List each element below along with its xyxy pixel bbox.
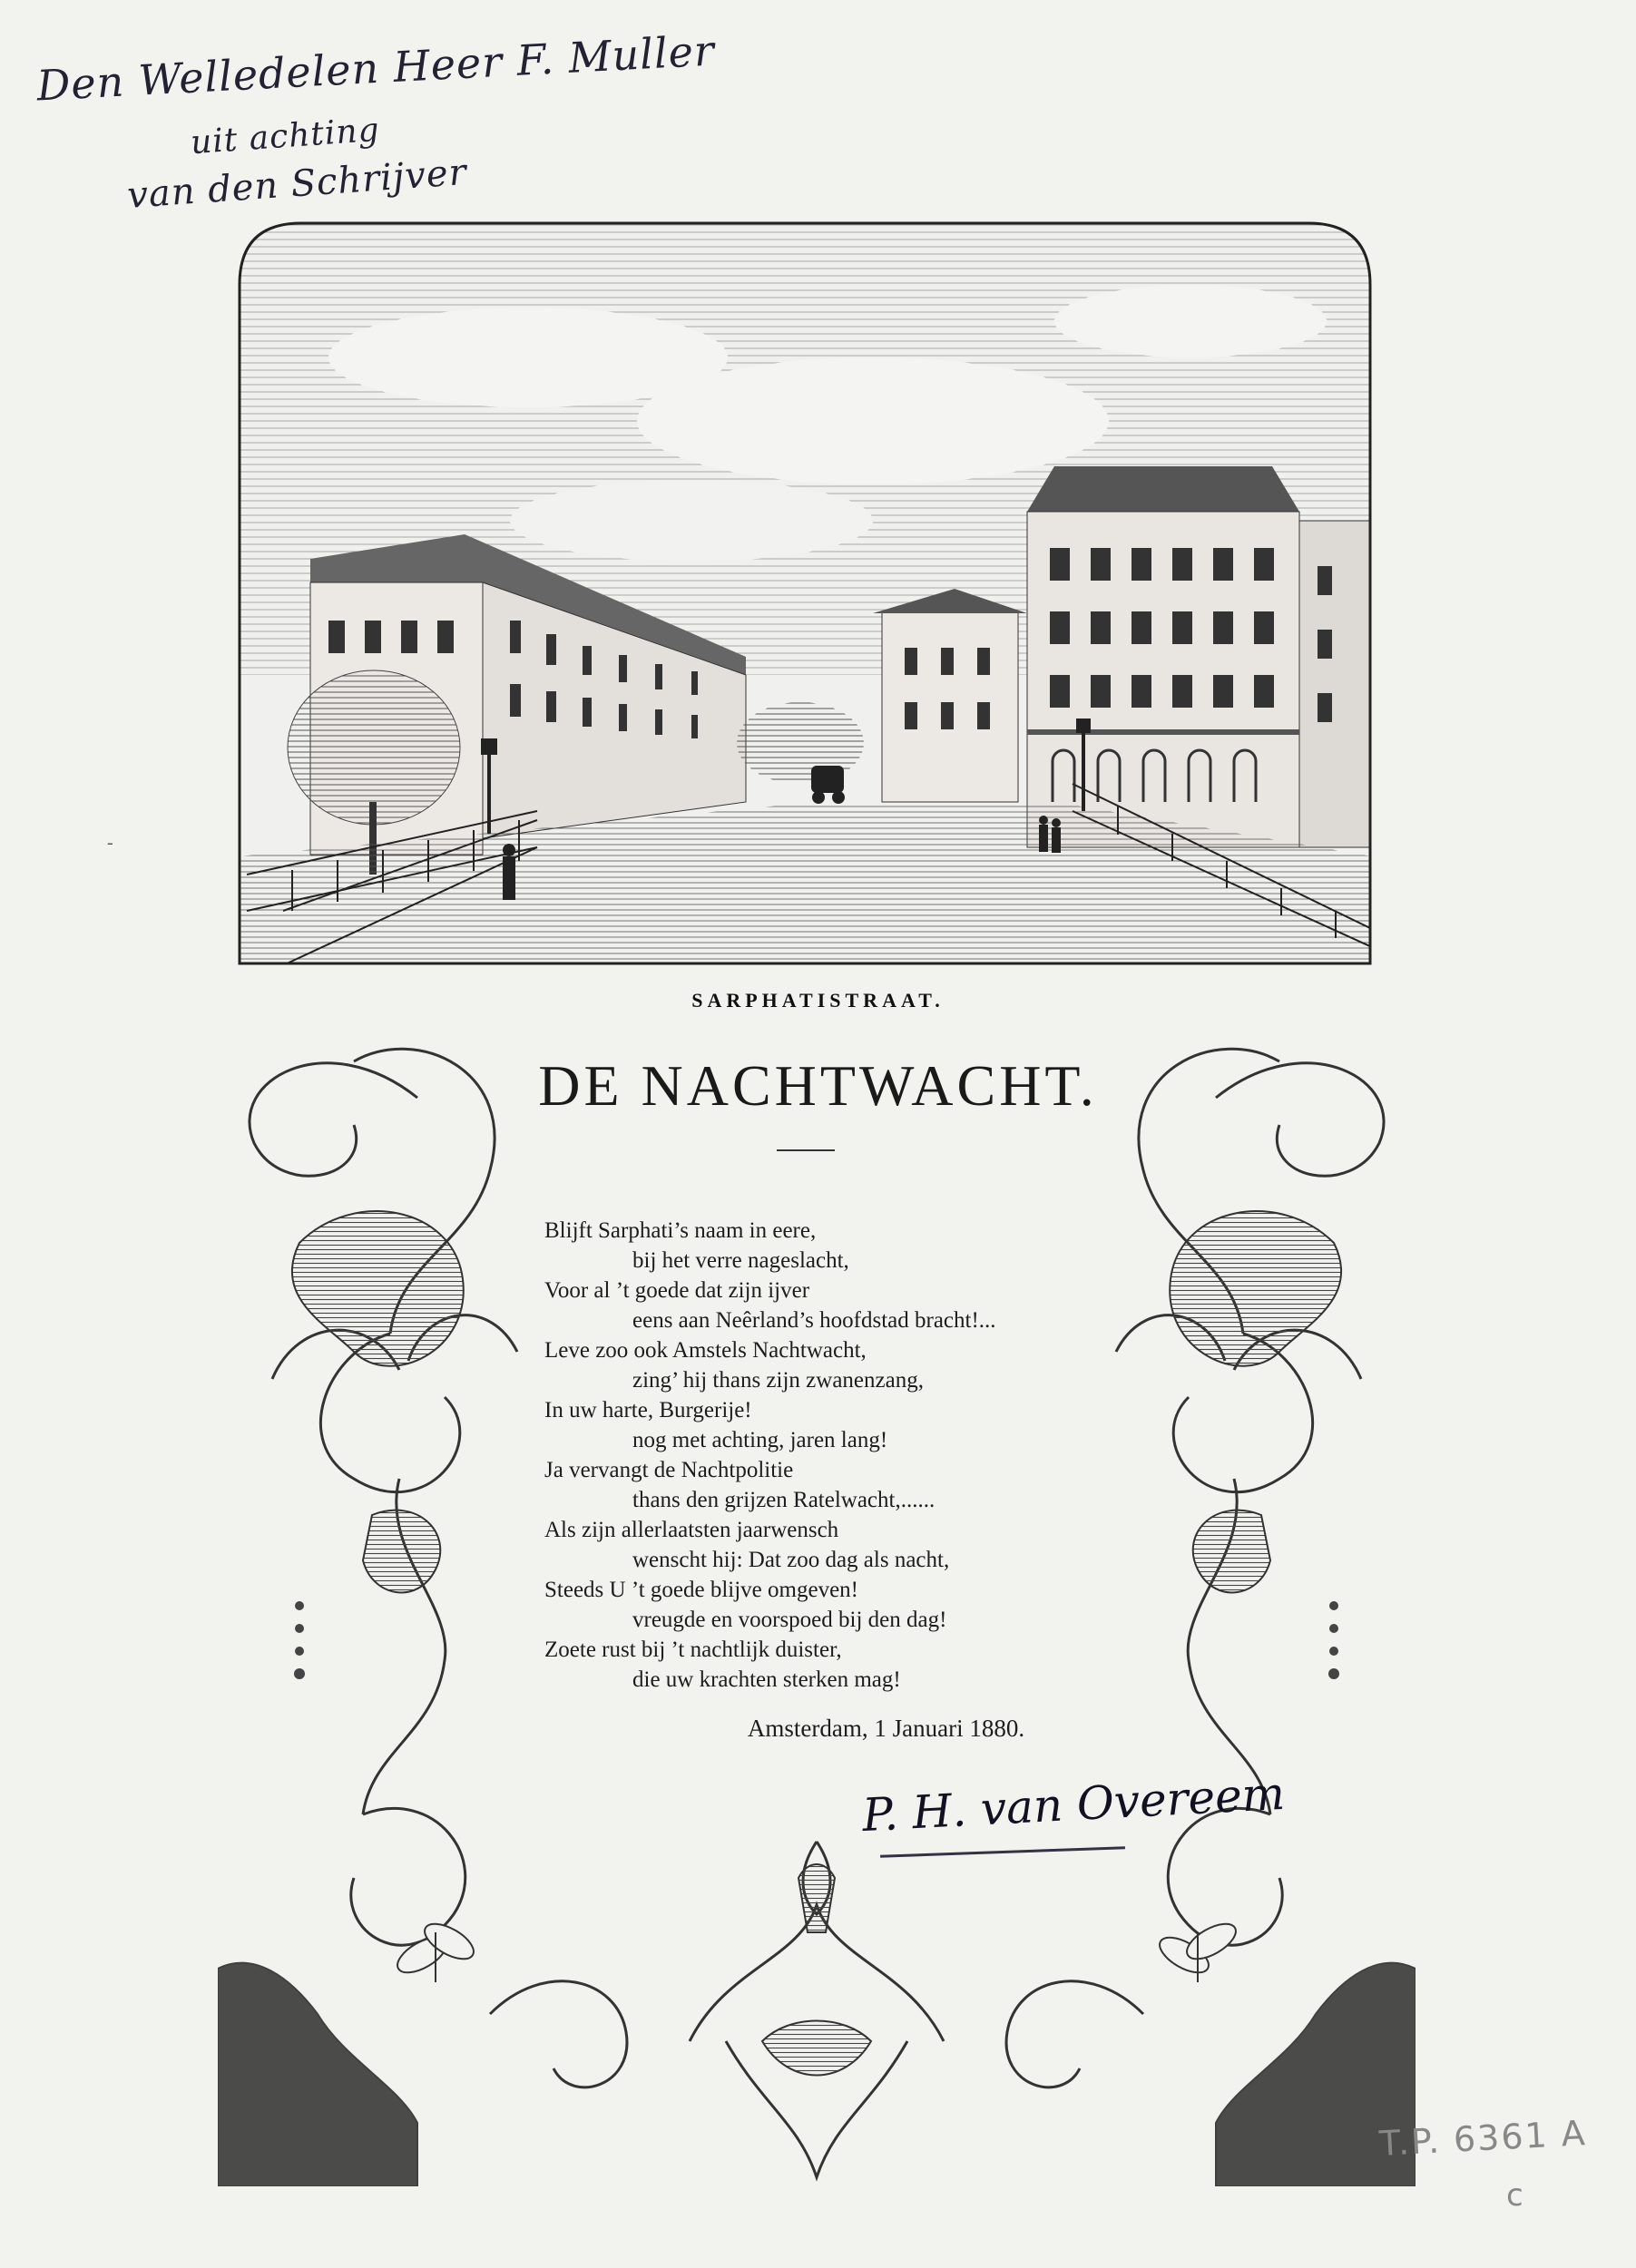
poem-line: Blijft Sarphati’s naam in eere, [544,1218,817,1243]
poem-line: die uw krachten sterken mag! [632,1667,901,1692]
archive-pencil-mark: T.P. 6361 A [1378,2113,1588,2164]
poem-line: wenscht hij: Dat zoo dag als nacht, [632,1548,950,1572]
poem-line: Steeds U ’t goede blijve omgeven! [544,1578,858,1602]
poem-line: Ja vervangt de Nachtpolitie [544,1458,794,1482]
poem-line: Voor al ’t goede dat zijn ijver [544,1278,810,1303]
poem-line: In uw harte, Burgerije! [544,1398,752,1422]
archive-pencil-sub: c [1506,2177,1523,2214]
place-and-date: Amsterdam, 1 Januari 1880. [747,1715,1025,1742]
dedication-line-3: van den Schrijver [125,151,469,218]
poem-body [544,1216,1180,1695]
poem-line: nog met achting, jaren lang! [632,1428,888,1452]
engraving-caption: SARPHATISTRAAT. [691,989,945,1012]
poem-title: DE NACHTWACHT. [538,1053,1098,1118]
author-signature: P. H. van Overeem [860,1766,1287,1843]
poem-line: thans den grijzen Ratelwacht,...... [632,1488,936,1512]
poem-line: Als zijn allerlaatsten jaarwensch [544,1518,839,1542]
dedication-line-2: uit achting [189,111,381,162]
poem-line: Zoete rust bij ’t nachtlijk duister, [544,1637,842,1662]
poem-line: eens aan Neêrland’s hoofdstad bracht!... [632,1308,996,1333]
edge-mark: - [107,833,113,853]
street-engraving [238,221,1372,965]
poem-line: Leve zoo ook Amstels Nachtwacht, [544,1338,867,1363]
dedication-line-1: Den Welledelen Heer F. Muller [35,25,717,111]
poem-line: vreugde en voorspoed bij den dag! [632,1608,947,1632]
poem-line: zing’ hij thans zijn zwanenzang, [632,1368,924,1393]
handwritten-dedication [27,18,753,236]
poem-line: bij het verre nageslacht, [632,1248,849,1273]
